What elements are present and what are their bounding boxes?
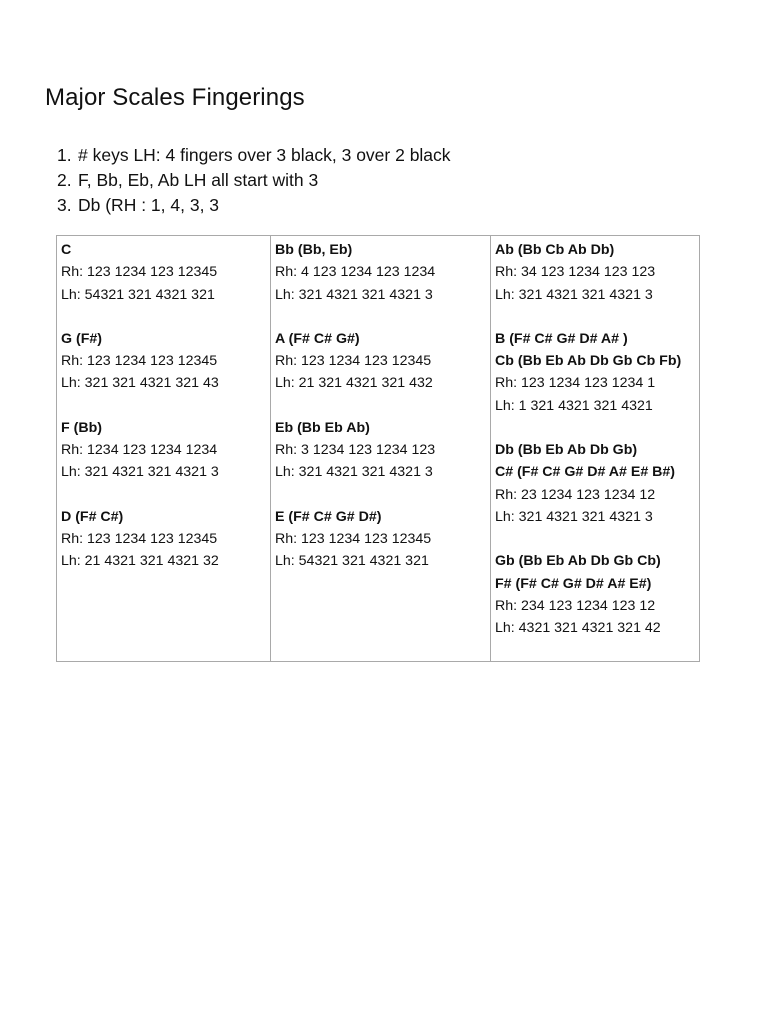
- lh-fingering: Lh: 21 321 4321 321 432: [275, 375, 433, 392]
- scale-name: D (F# C#): [61, 508, 124, 525]
- rh-fingering: Rh: 123 1234 123 12345: [275, 353, 432, 370]
- note-item: [57, 193, 451, 218]
- note-text: # keys LH: 4 fingers over 3 black, 3 over 2 black: [78, 145, 451, 165]
- rh-fingering: Rh: 23 1234 123 1234 12: [495, 486, 656, 503]
- lh-fingering: Lh: 321 321 4321 321 43: [61, 375, 219, 392]
- scale-block: [61, 239, 270, 306]
- lh-fingering: Lh: 321 4321 321 4321 3: [275, 464, 433, 481]
- lh-fingering: Lh: 4321 321 4321 321 42: [495, 620, 661, 637]
- scale-block: [275, 417, 490, 484]
- scale-name-alt: F# (F# C# G# D# A# E#): [495, 575, 652, 592]
- lh-fingering: Lh: 1 321 4321 321 4321: [495, 397, 653, 414]
- rh-fingering: Rh: 4 123 1234 123 1234: [275, 264, 436, 281]
- rh-fingering: Rh: 123 1234 123 12345: [61, 264, 218, 281]
- rh-fingering: Rh: 1234 123 1234 1234: [61, 442, 218, 459]
- rh-fingering: Rh: 123 1234 123 1234 1: [495, 375, 656, 392]
- scale-name-alt: C# (F# C# G# D# A# E# B#): [495, 464, 676, 481]
- lh-fingering: Lh: 54321 321 4321 321: [275, 553, 429, 570]
- scale-block: [61, 506, 270, 573]
- table-column-1: [57, 236, 271, 662]
- scale-name: G (F#): [61, 330, 102, 347]
- scale-name: Ab (Bb Cb Ab Db): [495, 242, 615, 258]
- fingering-table: [56, 235, 700, 662]
- notes-list: [57, 143, 451, 218]
- scale-block: [61, 417, 270, 484]
- lh-fingering: Lh: 321 4321 321 4321 3: [61, 464, 219, 481]
- scale-name: Db (Bb Eb Ab Db Gb): [495, 442, 638, 459]
- rh-fingering: Rh: 3 1234 123 1234 123: [275, 442, 436, 459]
- note-text: F, Bb, Eb, Ab LH all start with 3: [78, 170, 319, 190]
- rh-fingering: Rh: 34 123 1234 123 123: [495, 264, 656, 281]
- scale-block: [275, 239, 490, 306]
- scale-block: [275, 506, 490, 573]
- note-item: [57, 143, 451, 168]
- scale-name: Eb (Bb Eb Ab): [275, 419, 370, 436]
- scale-block: [495, 239, 699, 306]
- note-item: [57, 168, 451, 193]
- scale-name-alt: Cb (Bb Eb Ab Db Gb Cb Fb): [495, 353, 682, 370]
- lh-fingering: Lh: 21 4321 321 4321 32: [61, 553, 219, 570]
- lh-fingering: Lh: 321 4321 321 4321 3: [495, 508, 653, 525]
- scale-block: [61, 328, 270, 395]
- lh-fingering: Lh: 321 4321 321 4321 3: [495, 286, 653, 303]
- rh-fingering: Rh: 123 1234 123 12345: [61, 353, 218, 370]
- rh-fingering: Rh: 123 1234 123 12345: [275, 530, 432, 547]
- scale-name: Bb (Bb, Eb): [275, 242, 353, 258]
- scale-name: F (Bb): [61, 419, 102, 436]
- scale-name: Gb (Bb Eb Ab Db Gb Cb): [495, 553, 661, 570]
- table-column-2: [271, 236, 491, 662]
- scale-name: C: [61, 242, 72, 258]
- scale-block: [495, 550, 699, 639]
- scale-block: [275, 328, 490, 395]
- scale-block: [495, 328, 699, 417]
- scale-block: [495, 439, 699, 528]
- note-text: Db (RH : 1, 4, 3, 3: [78, 195, 220, 215]
- rh-fingering: Rh: 123 1234 123 12345: [61, 530, 218, 547]
- rh-fingering: Rh: 234 123 1234 123 12: [495, 597, 656, 614]
- table-row: [57, 236, 700, 662]
- note-number: 3.: [57, 195, 72, 215]
- scale-name: E (F# C# G# D#): [275, 508, 382, 525]
- scale-name: B (F# C# G# D# A# ): [495, 330, 628, 347]
- note-number: 2.: [57, 170, 72, 190]
- scale-name: A (F# C# G#): [275, 330, 360, 347]
- page-title: Major Scales Fingerings: [45, 84, 305, 111]
- lh-fingering: Lh: 54321 321 4321 321: [61, 286, 215, 303]
- lh-fingering: Lh: 321 4321 321 4321 3: [275, 286, 433, 303]
- table-column-3: [491, 236, 700, 662]
- note-number: 1.: [57, 145, 72, 165]
